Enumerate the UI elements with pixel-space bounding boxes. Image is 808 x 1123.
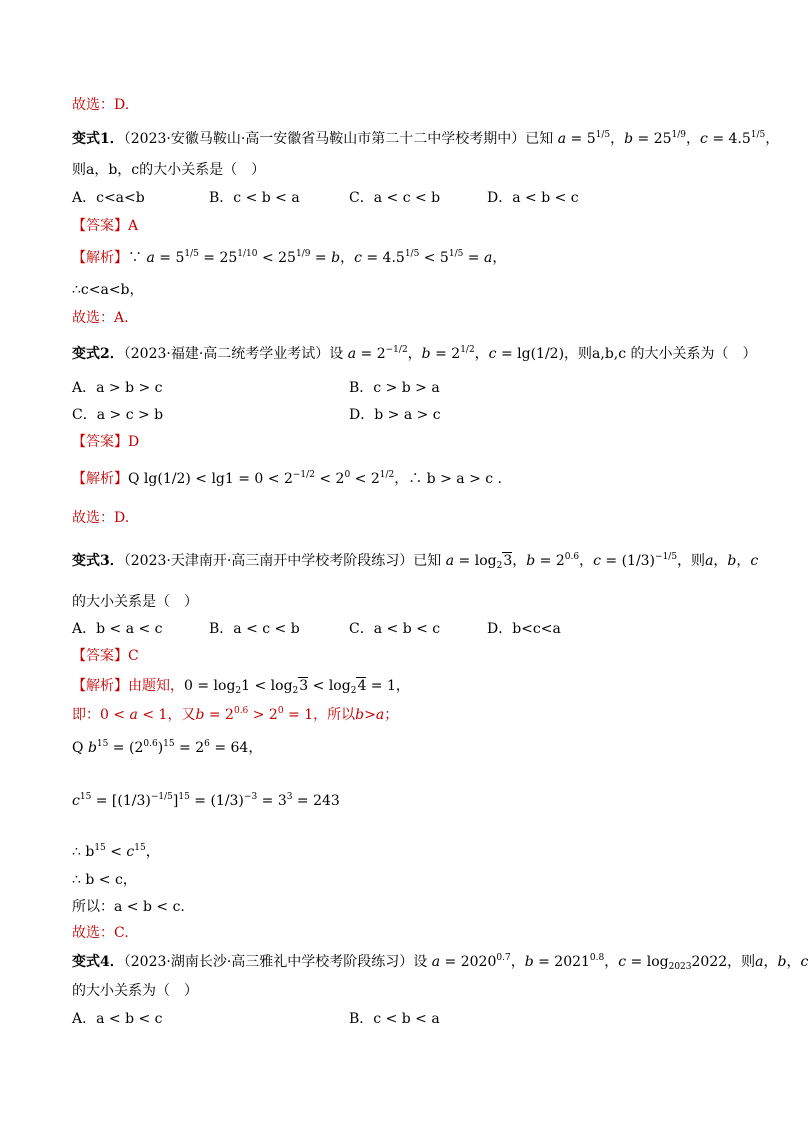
option-d[interactable]: D．b > a > c bbox=[349, 407, 441, 423]
variant-3-answer: 【答案】C bbox=[72, 648, 139, 664]
variant-3-solution-6: ∴ b < c， bbox=[72, 872, 137, 888]
option-c[interactable]: C．a < c < b bbox=[349, 190, 441, 206]
variant-3-solution-7: 所以：a < b < c. bbox=[72, 899, 185, 915]
option-b[interactable]: B．c < b < a bbox=[349, 1011, 440, 1027]
variant-1-solution: 【解析】∵ $a = 5^{1/5} = 25^{1/10} < 25^{1/9} = b$，$c = 4.5^{1/5} < 5^{1/5} = a$， bbox=[72, 249, 507, 266]
option-a[interactable]: A．c<a<b bbox=[72, 190, 145, 206]
variant-2-final: 故选：D. bbox=[72, 510, 130, 526]
option-c[interactable]: C．a > c > b bbox=[72, 407, 164, 423]
variant-1-source: （2023·安徽马鞍山·高一安徽省马鞍山市第二十二中学校考期中）已知 bbox=[123, 131, 554, 147]
option-d[interactable]: D．b<c<a bbox=[487, 621, 561, 637]
variant-1-question-2: 则a，b，c的大小关系是（ ） bbox=[72, 162, 266, 178]
variant-3-solution-2: 即：0 < a < 1，又$b = 2^{0.6} > 2^0 = 1$，所以b>a； bbox=[72, 706, 399, 723]
option-a[interactable]: A．a < b < c bbox=[72, 1011, 163, 1027]
variant-2-question: 变式2．（2023·福建·高二统考学业考试）设 $a = 2^{-1/2}$，$b = 2^{1/2}$，c = lg(1/2)，则a,b,c 的大小关系为（ ） bbox=[72, 345, 757, 362]
variant-4-question-2: 的大小关系为（ ） bbox=[72, 983, 198, 999]
option-b[interactable]: B．c > b > a bbox=[349, 380, 440, 396]
variant-3-solution-4: $c^{15} = [(1/3)^{-1/5}]^{15} = (1/3)^{-3} = 3^3 = 243$ bbox=[72, 792, 340, 809]
variant-3-question-2: 的大小关系是（ ） bbox=[72, 594, 198, 610]
variant-1-solution-2: ∴c<a<b， bbox=[72, 282, 144, 298]
option-a[interactable]: A．b < a < c bbox=[72, 621, 163, 637]
variant-1-question: 变式1．（2023·安徽马鞍山·高一安徽省马鞍山市第二十二中学校考期中）已知 $a = 5^{1/5}$，$b = 25^{1/9}$，$c = 4.5^{1/5}$， bbox=[72, 130, 780, 147]
answer-line-d: 故选：D. bbox=[72, 97, 130, 113]
variant-3-solution-1: 【解析】由题知，$0 = \log_21 < \log_23 < \log_24 = 1$， bbox=[72, 678, 410, 696]
variant-4-question: 变式4．（2023·湖南长沙·高三雅礼中学校考阶段练习）设 $a = 2020^{0.7}$，$b = 2021^{0.8}$，$c = \log_{2023}2022$，则a，b，c bbox=[72, 953, 808, 972]
option-b[interactable]: B．a < c < b bbox=[209, 621, 300, 637]
variant-1-answer: 【答案】A bbox=[72, 218, 139, 234]
variant-3-solution-3: Q $b^{15} = (2^{0.6})^{15} = 2^6 = 64$， bbox=[72, 739, 263, 756]
variant-3-question: 变式3．（2023·天津南开·高三南开中学校考阶段练习）已知 $a = \log_23$，$b = 2^{0.6}$，$c = (1/3)^{-1/5}$，则a，b，c bbox=[72, 552, 759, 571]
option-a[interactable]: A．a > b > c bbox=[72, 380, 163, 396]
variant-2-solution: 【解析】Q $\lg(1/2) < \lg 1 = 0 < 2^{-1/2} < 2^0 < 2^{1/2}$，∴ b > a > c . bbox=[72, 470, 502, 487]
variant-1-label: 变式1． bbox=[72, 131, 124, 147]
variant-1-final: 故选：A. bbox=[72, 310, 129, 326]
variant-2-answer: 【答案】D bbox=[72, 434, 140, 450]
variant-3-final: 故选：C. bbox=[72, 925, 129, 941]
option-b[interactable]: B．c < b < a bbox=[209, 190, 300, 206]
option-d[interactable]: D．a < b < c bbox=[487, 190, 579, 206]
option-c[interactable]: C．a < b < c bbox=[349, 621, 441, 637]
variant-3-solution-5: ∴ $b^{15} < c^{15}$， bbox=[72, 843, 160, 860]
